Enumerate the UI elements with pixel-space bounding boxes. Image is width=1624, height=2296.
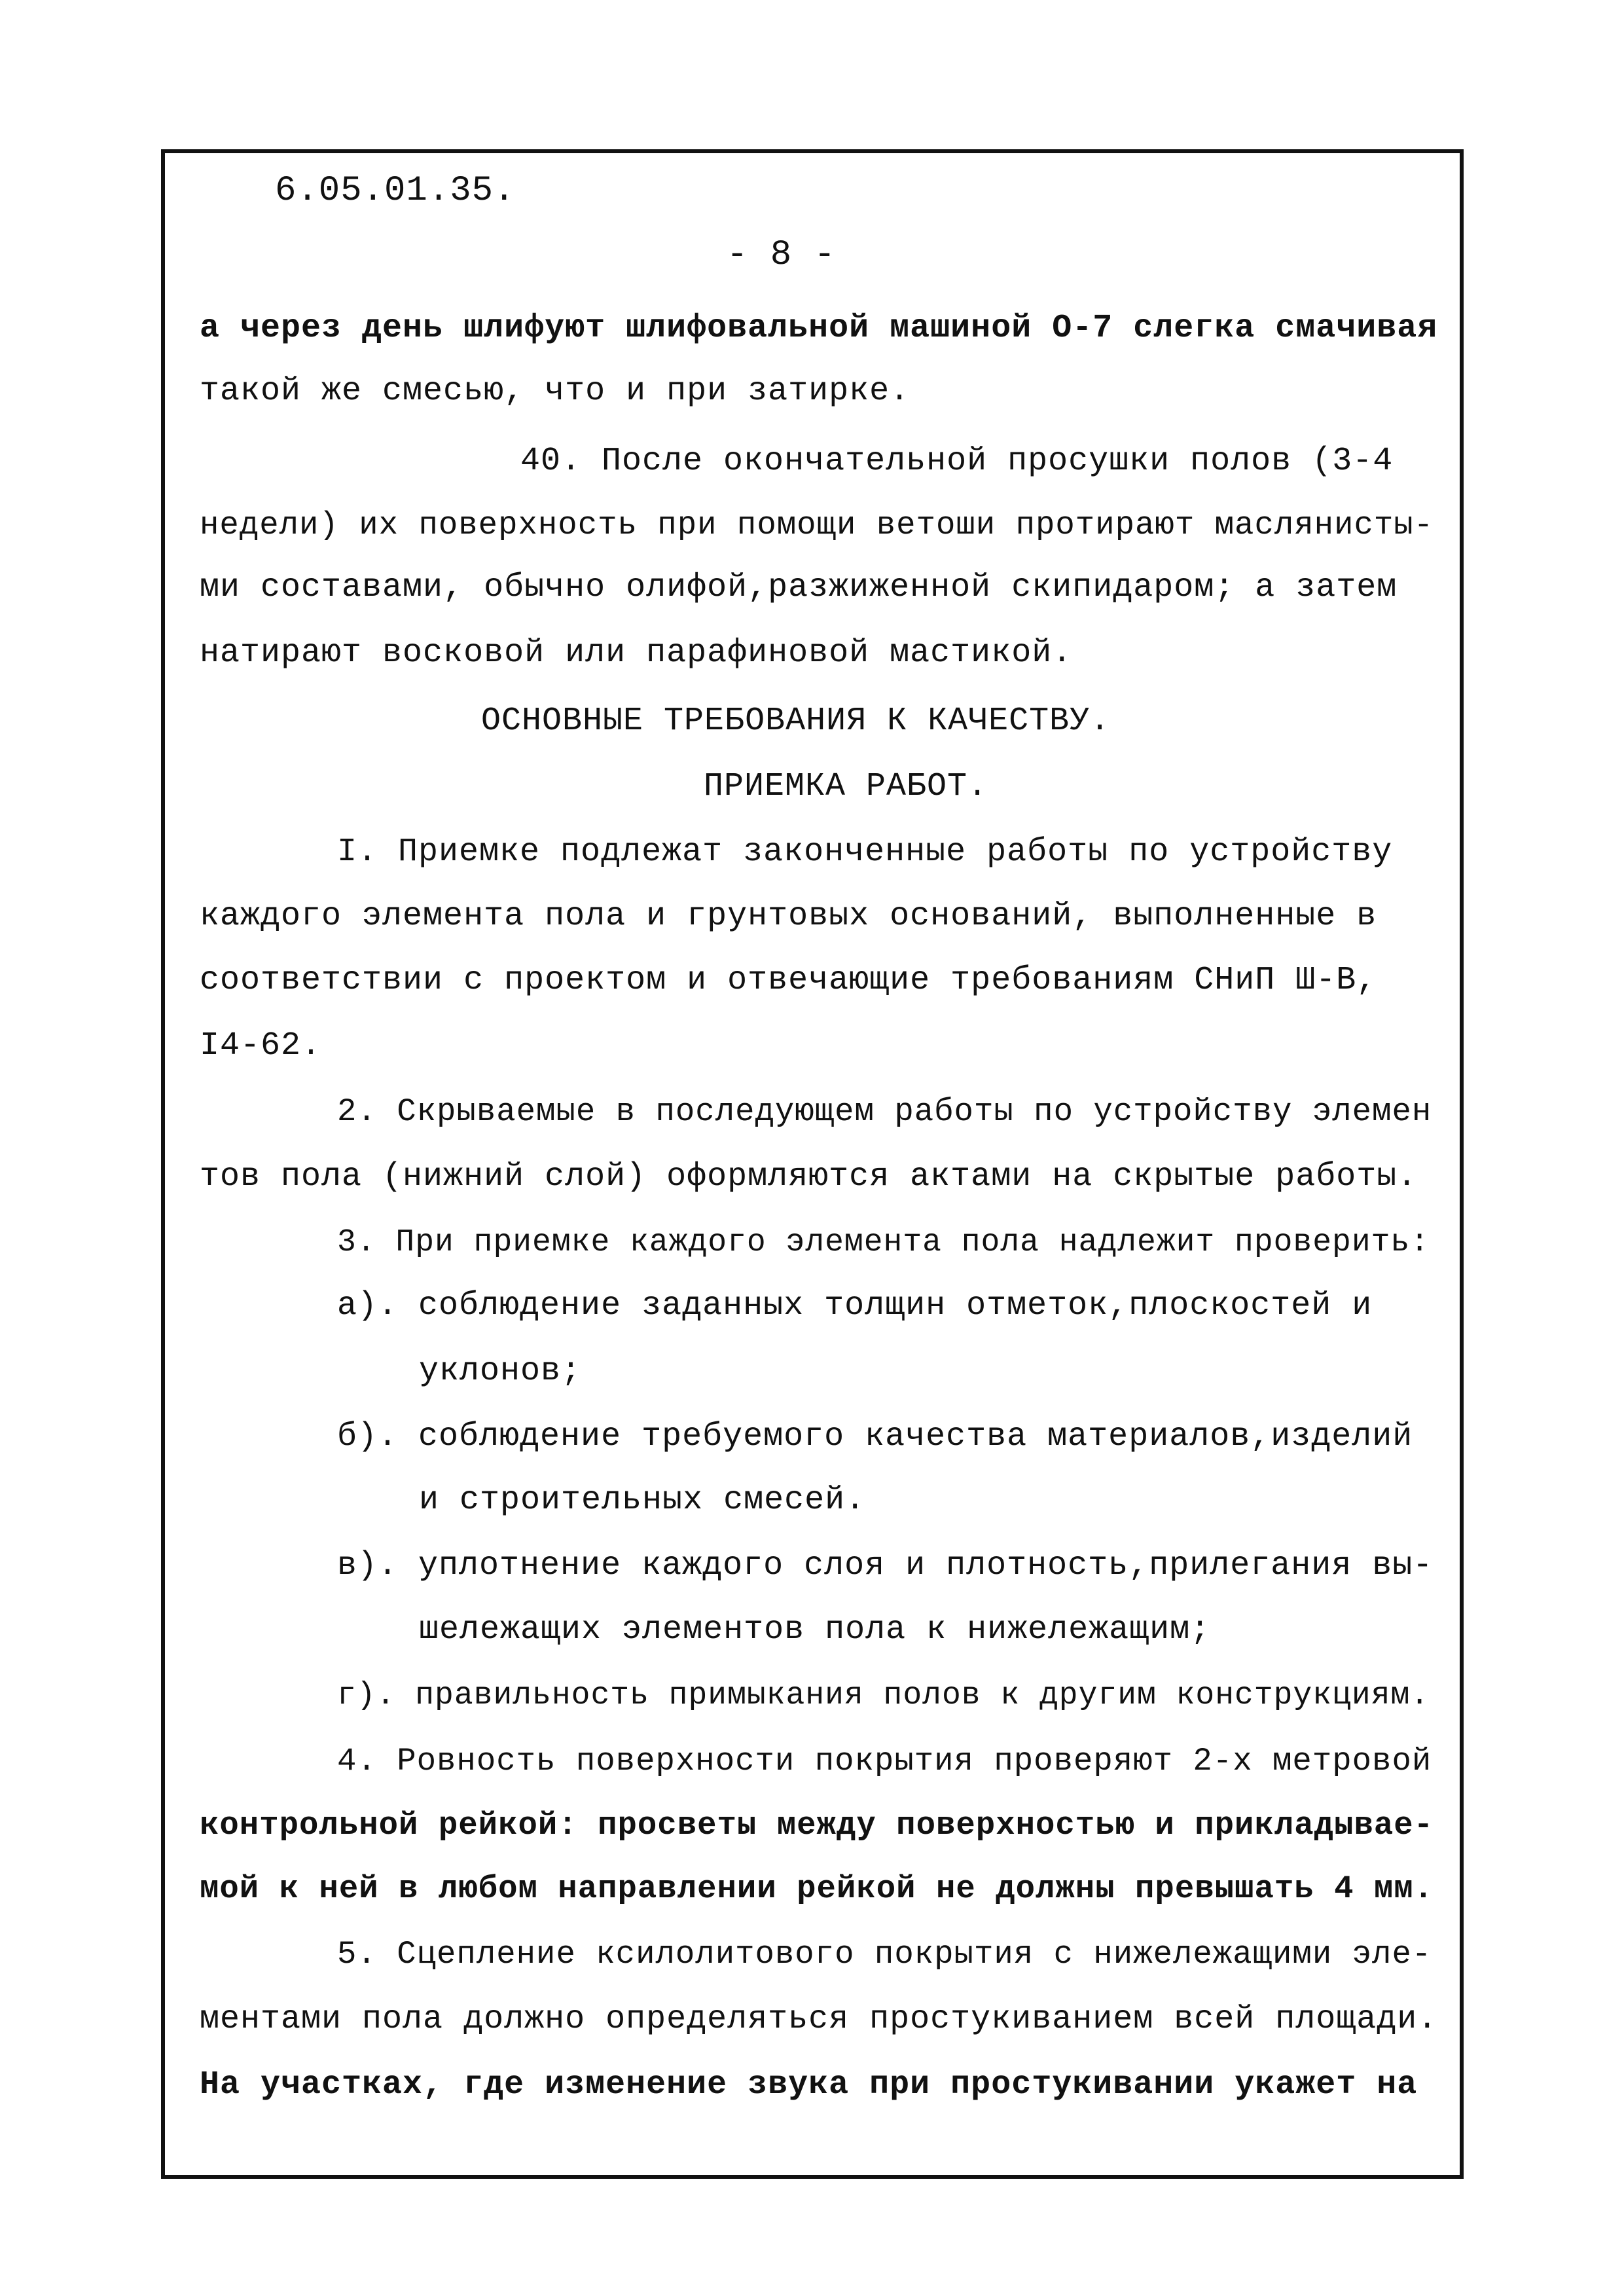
text-line: каждого элемента пола и грунтовых оснований, выполненные в <box>200 898 1377 935</box>
text-line: 4. Ровность поверхности покрытия проверяют 2-х метровой <box>337 1743 1432 1779</box>
text-line: ми составами, обычно олифой,разжиженной скипидаром; а затем <box>200 569 1398 606</box>
text-line: 3. При приемке каждого элемента пола надлежит проверить: <box>337 1225 1430 1260</box>
text-line: недели) их поверхность при помощи ветоши протирают маслянисты- <box>200 507 1434 543</box>
text-line: б). соблюдение требуемого качества материалов,изделий <box>337 1418 1413 1455</box>
text-line: г). правильность примыкания полов к другим конструкциям. <box>337 1678 1430 1713</box>
text-line: шележащих элементов пола к нижележащим; <box>419 1611 1211 1649</box>
text-line: такой же смесью, что и при затирке. <box>200 373 911 410</box>
text-line: тов пола (нижний слой) оформляются актами на скрытые работы. <box>200 1158 1418 1195</box>
text-line: На участках, где изменение звука при простукивании укажет на <box>200 2066 1418 2104</box>
text-line: контрольной рейкой: просветы между поверхностью и прикладывае- <box>200 1807 1434 1844</box>
text-line: 5. Сцепление ксилолитового покрытия с нижележащими эле- <box>337 1936 1432 1973</box>
text-line: 40. После окончательной просушки полов (3-4 <box>520 443 1394 480</box>
document-code: 6.05.01.35. <box>275 171 516 211</box>
section-heading: ОСНОВНЫЕ ТРЕБОВАНИЯ К КАЧЕСТВУ. <box>481 702 1111 740</box>
text-line: соответствии с проектом и отвечающие требованиям СНиП Ш-В, <box>200 962 1377 999</box>
text-line: уклонов; <box>419 1353 582 1390</box>
text-line: а через день шлифуют шлифовальной машиной О-7 слегка смачивая <box>200 310 1438 347</box>
text-line: натирают восковой или парафиновой мастикой. <box>200 634 1073 672</box>
text-line: I4-62. <box>200 1027 322 1065</box>
section-heading: ПРИЕМКА РАБОТ. <box>704 768 988 805</box>
text-line: 2. Скрываемые в последующем работы по устройству элемен <box>337 1093 1432 1130</box>
text-line: в). уплотнение каждого слоя и плотность,прилегания вы- <box>337 1547 1434 1584</box>
text-line: ментами пола должно определяться простукиванием всей площади. <box>200 2001 1438 2038</box>
text-line: и строительных смесей. <box>419 1482 866 1519</box>
text-line: I. Приемке подлежат законченные работы по устройству <box>337 833 1393 871</box>
page-number: - 8 - <box>727 235 837 275</box>
text-line: мой к ней в любом направлении рейкой не должны превышать 4 мм. <box>200 1870 1434 1907</box>
text-line: а). соблюдение заданных толщин отметок,плоскостей и <box>337 1287 1373 1324</box>
